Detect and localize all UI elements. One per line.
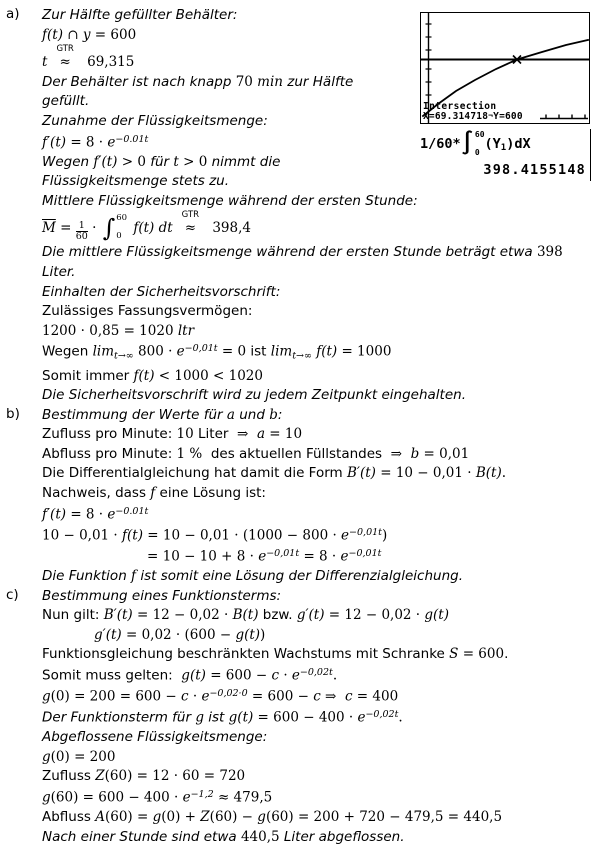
text-segment: B′(t) bbox=[103, 607, 133, 624]
text-segment: g′(t) bbox=[296, 607, 325, 624]
text-segment: e bbox=[182, 789, 191, 806]
text-segment: g bbox=[195, 709, 204, 726]
solution-line bbox=[0, 385, 616, 405]
integral-lower-limit: 0 bbox=[474, 148, 480, 157]
text-segment: ) bbox=[381, 527, 388, 544]
solution-line bbox=[0, 766, 616, 786]
text-segment: e bbox=[291, 667, 300, 684]
text-segment: −0,02t bbox=[365, 709, 399, 721]
text-segment: = 8 · bbox=[66, 506, 108, 523]
text-segment: = 8 · bbox=[66, 134, 108, 151]
text-segment: ist bbox=[203, 709, 229, 726]
solution-line bbox=[0, 282, 616, 302]
solution-line bbox=[0, 191, 616, 211]
text-segment: f(t) bbox=[311, 343, 338, 360]
text-segment: = 10 − 0,01 · (1000 − 800 · bbox=[142, 527, 342, 544]
text-segment: Somit immer bbox=[42, 367, 134, 384]
cursor-mark-icon: ¬ bbox=[488, 111, 494, 120]
solution-line bbox=[0, 664, 616, 685]
text-segment: Die Sicherheitsvorschrift wird zu jedem Zeitpunkt eingehalten. bbox=[42, 387, 466, 404]
text-segment: · bbox=[87, 220, 101, 237]
text-segment: (0) = 200 bbox=[50, 748, 116, 765]
expr-function-subscript: 1 bbox=[500, 143, 507, 153]
solution-line bbox=[0, 321, 616, 341]
text-segment: Abgeflossene Flüssigkeitsmenge: bbox=[42, 729, 268, 746]
text-segment: e bbox=[258, 548, 267, 565]
text-segment: t→∞ bbox=[292, 350, 312, 362]
text-segment: . bbox=[504, 646, 509, 663]
text-segment: e bbox=[341, 527, 350, 544]
text-segment: nimmt die bbox=[207, 153, 281, 170]
text-segment: < 1000 < 1020 bbox=[154, 367, 263, 384]
calculator-screenshot bbox=[420, 12, 591, 181]
text-segment: = 12 − 0,02 · bbox=[324, 607, 425, 624]
text-segment: g(t) bbox=[424, 607, 449, 624]
text-segment: Zufluss bbox=[42, 768, 96, 785]
text-segment: −1,2 bbox=[190, 788, 214, 800]
text-segment: A bbox=[95, 809, 105, 826]
text-segment: = 0,02 · (600 − bbox=[121, 626, 236, 643]
text-segment: g bbox=[42, 748, 51, 765]
solution-line bbox=[0, 807, 616, 827]
solution-line bbox=[0, 827, 616, 846]
solution-line bbox=[0, 586, 616, 606]
solution-line bbox=[0, 340, 616, 365]
solution-line bbox=[0, 685, 616, 706]
text-segment: 1200 · 0,85 = 1020 bbox=[42, 322, 178, 339]
text-segment: (60) = bbox=[104, 809, 153, 826]
text-segment: Zulässiges Fassungsvermögen: bbox=[42, 303, 253, 320]
text-segment: = 400 bbox=[352, 688, 399, 705]
text-segment: ltr bbox=[177, 322, 195, 339]
expr-function: (Y bbox=[484, 136, 501, 152]
text-segment: c bbox=[344, 688, 353, 705]
text-segment: −0,01t bbox=[349, 526, 382, 538]
text-segment: a bbox=[226, 406, 235, 423]
text-segment: B(t) bbox=[232, 607, 259, 624]
text-segment: f(t) dt bbox=[129, 220, 173, 237]
text-segment: = 600 − bbox=[205, 667, 272, 684]
solution-line bbox=[0, 786, 616, 807]
text-segment: ist somit eine Lösung der Differenzialgleichung. bbox=[136, 567, 463, 584]
text-segment: Die Funktion bbox=[42, 567, 132, 584]
text-segment: eine Lösung ist: bbox=[155, 485, 266, 502]
text-segment: lim bbox=[92, 343, 115, 360]
text-segment: = 600 bbox=[458, 646, 505, 663]
text-segment: (60) − bbox=[209, 809, 258, 826]
integral-expression bbox=[420, 130, 586, 162]
text-segment: a bbox=[256, 426, 265, 443]
solution-line bbox=[0, 747, 616, 767]
text-segment: Zur Hälfte gefüllter Behälter: bbox=[42, 7, 238, 23]
text-segment: ≈ 479,5 bbox=[213, 789, 273, 806]
solution-line bbox=[0, 366, 616, 386]
integral-lower-limit: 0 bbox=[116, 231, 122, 242]
integral-upper-limit: 60 bbox=[474, 130, 485, 139]
text-segment: ⇒ bbox=[237, 426, 257, 443]
solution-line bbox=[0, 566, 616, 586]
text-segment: e bbox=[176, 343, 185, 360]
intersection-readout bbox=[423, 111, 523, 122]
part-label: b) bbox=[6, 405, 20, 422]
solution-line bbox=[0, 444, 616, 464]
text-segment: f(t) bbox=[133, 367, 155, 384]
text-segment: −0,01t bbox=[266, 547, 300, 559]
gtr-approx-symbol bbox=[56, 44, 73, 70]
text-segment: g bbox=[42, 688, 51, 705]
text-segment: für bbox=[145, 153, 174, 170]
approx-sign: ≈ bbox=[59, 54, 71, 71]
text-segment: Nun gilt: bbox=[42, 607, 104, 624]
text-segment: e bbox=[201, 688, 210, 705]
solution-line bbox=[0, 210, 616, 242]
text-segment: = 10 bbox=[265, 426, 303, 443]
text-segment: Die mittlere Flüssigkeitsmenge während der ersten Stunde beträgt etwa bbox=[42, 244, 537, 261]
text-segment: ist bbox=[246, 343, 271, 360]
text-segment: 800 · bbox=[133, 343, 177, 360]
text-segment: b bbox=[269, 406, 278, 423]
text-segment: Die Differentialgleichung hat damit die Form bbox=[42, 465, 347, 482]
text-segment: t bbox=[42, 54, 48, 71]
text-segment: e bbox=[107, 506, 116, 523]
text-segment: B(t) bbox=[475, 465, 502, 482]
fraction-numerator: 1 bbox=[76, 221, 88, 232]
text-segment: 398 bbox=[536, 244, 563, 261]
integral-limits bbox=[116, 214, 127, 241]
text-segment: des aktuellen Füllstandes bbox=[206, 445, 391, 462]
text-segment: f′(t) bbox=[93, 153, 118, 170]
text-segment: e bbox=[107, 134, 116, 151]
text-segment: gefüllt. bbox=[42, 93, 90, 110]
y-readout: Y=600 bbox=[493, 111, 523, 122]
text-segment: Wegen bbox=[42, 153, 94, 170]
text-segment: g(t) bbox=[228, 709, 254, 726]
text-segment: Mittlere Flüssigkeitsmenge während der ersten Stunde: bbox=[42, 192, 418, 209]
text-segment: = 600 − 400 · bbox=[253, 709, 358, 726]
text-segment: bzw. bbox=[258, 607, 297, 624]
text-segment: Funktionsgleichung beschränkten Wachstums mit Schranke bbox=[42, 646, 450, 663]
text-segment: (60) = 12 · 60 = 720 bbox=[104, 768, 246, 785]
text-segment: −0,02t bbox=[299, 666, 333, 678]
solution-line bbox=[0, 644, 616, 664]
fraction-denominator: 60 bbox=[75, 231, 88, 243]
solution-line bbox=[0, 706, 616, 727]
text-segment: f′(t) bbox=[42, 506, 67, 523]
text-segment: ∩ bbox=[62, 26, 83, 43]
text-segment: Der Funktionsterm für bbox=[42, 709, 196, 726]
text-segment: Der Behälter ist nach knapp bbox=[42, 73, 236, 90]
solution-line bbox=[0, 503, 616, 524]
calculator-graph-screen bbox=[420, 12, 590, 124]
text-segment: Zufluss pro Minute: bbox=[42, 426, 177, 443]
integral-glyph: ∫ bbox=[102, 213, 116, 242]
text-segment: g(t) bbox=[181, 667, 206, 684]
text-segment: ⇒ bbox=[320, 688, 345, 705]
text-segment: Bestimmung eines Funktionsterms: bbox=[42, 587, 282, 604]
text-segment: ) bbox=[260, 626, 266, 643]
text-segment: Liter abgeflossen. bbox=[279, 828, 405, 845]
solution-line bbox=[0, 545, 616, 566]
gtr-label: GTR bbox=[56, 44, 74, 55]
text-segment: zur Hälfte bbox=[283, 73, 354, 90]
text-segment: = 600 bbox=[90, 26, 137, 43]
text-segment: g bbox=[257, 809, 266, 826]
text-segment: S bbox=[449, 646, 459, 663]
solution-line bbox=[0, 625, 616, 645]
text-segment: Liter. bbox=[42, 264, 76, 281]
approx-sign: ≈ bbox=[184, 220, 196, 237]
text-segment: . bbox=[501, 465, 507, 482]
text-segment: 69,315 bbox=[82, 54, 135, 71]
text-segment: e bbox=[340, 548, 349, 565]
text-segment: f(t) bbox=[122, 527, 143, 544]
solution-line bbox=[0, 405, 616, 425]
text-segment: f′(t) bbox=[42, 134, 67, 151]
text-segment: = 0 bbox=[217, 343, 247, 360]
fraction bbox=[76, 221, 88, 242]
text-segment: −0,02·0 bbox=[209, 688, 248, 699]
text-segment: f bbox=[131, 567, 137, 584]
gtr-label: GTR bbox=[181, 210, 200, 221]
solution-line bbox=[0, 463, 616, 483]
text-segment: y bbox=[82, 26, 91, 43]
solution-line bbox=[0, 242, 616, 262]
text-segment: c bbox=[271, 667, 280, 684]
text-segment: (60) = 600 − 400 · bbox=[50, 789, 183, 806]
text-segment: e bbox=[357, 709, 366, 726]
text-segment: = 0,01 bbox=[419, 445, 470, 462]
text-segment: Nach einer Stunde sind etwa bbox=[42, 828, 241, 845]
solution-line bbox=[0, 524, 616, 545]
text-segment: Z bbox=[200, 809, 210, 826]
text-segment: g(t) bbox=[235, 626, 261, 643]
solution-line bbox=[0, 727, 616, 747]
intersection-label: Intersection bbox=[423, 101, 497, 112]
solution-line bbox=[0, 483, 616, 503]
text-segment: > 0 bbox=[178, 153, 208, 170]
text-segment: Flüssigkeitsmenge stets zu. bbox=[42, 173, 230, 190]
text-segment: = 10 − 10 + 8 · bbox=[147, 548, 259, 565]
part-label: a) bbox=[6, 6, 20, 22]
expr-prefix: 1/60* bbox=[420, 136, 461, 152]
text-segment: · bbox=[279, 667, 292, 684]
text-segment: 398,4 bbox=[208, 220, 251, 237]
text-segment: 10 − 0,01 · bbox=[42, 527, 123, 544]
text-segment: f(t) bbox=[42, 26, 63, 43]
text-segment: Zunahme der Flüssigkeitsmenge: bbox=[42, 112, 268, 129]
text-segment: > 0 bbox=[117, 153, 146, 170]
integral-sign bbox=[461, 131, 485, 157]
text-segment: und bbox=[234, 406, 270, 423]
text-segment: Nachweis, dass bbox=[42, 485, 151, 502]
text-segment: g bbox=[152, 809, 162, 826]
text-segment: Einhalten der Sicherheitsvorschrift: bbox=[42, 283, 281, 300]
text-segment: c bbox=[313, 688, 321, 705]
text-segment: −0,01t bbox=[184, 343, 218, 355]
text-segment: : bbox=[277, 406, 283, 423]
solution-line bbox=[0, 262, 616, 282]
text-segment: = 1000 bbox=[337, 343, 392, 360]
text-segment: t bbox=[173, 153, 179, 170]
text-segment: −0.01t bbox=[115, 505, 149, 517]
text-segment: = 10 − 0,01 · bbox=[375, 465, 476, 482]
text-segment: −0.01t bbox=[115, 133, 149, 145]
solution-line bbox=[0, 605, 616, 625]
integral-upper-limit: 60 bbox=[116, 213, 128, 224]
integral-glyph: ∫ bbox=[460, 131, 474, 156]
text-segment: Wegen bbox=[42, 343, 93, 360]
text-segment: c bbox=[181, 688, 189, 705]
text-segment: 10 bbox=[176, 426, 194, 443]
text-segment: Liter bbox=[193, 426, 238, 443]
integral bbox=[103, 214, 127, 241]
text-segment: = 600 − bbox=[247, 688, 314, 705]
text-segment: Bestimmung der Werte für bbox=[42, 406, 227, 423]
text-segment: B′(t) bbox=[346, 465, 376, 482]
text-segment: −0,01t bbox=[348, 547, 382, 559]
text-segment: Abfluss pro Minute: bbox=[42, 445, 177, 462]
text-segment: . bbox=[332, 667, 338, 684]
text-segment: (0) + bbox=[161, 809, 201, 826]
text-segment: (0) = 200 = 600 − bbox=[50, 688, 181, 705]
text-segment: (60) = 200 + 720 − 479,5 = 440,5 bbox=[265, 809, 503, 826]
text-segment: · bbox=[188, 688, 202, 705]
text-segment: = 8 · bbox=[299, 548, 341, 565]
expr-close: )dX bbox=[506, 136, 531, 152]
text-segment: Z bbox=[95, 768, 105, 785]
text-segment: 440,5 bbox=[240, 828, 280, 845]
text-segment: b bbox=[410, 445, 420, 462]
text-segment: min bbox=[257, 73, 283, 90]
text-segment: g bbox=[42, 789, 51, 806]
text-segment: . bbox=[398, 709, 403, 726]
solution-line bbox=[0, 424, 616, 444]
text-segment: t→∞ bbox=[114, 350, 134, 362]
x-readout: X=69.314718 bbox=[423, 111, 489, 122]
text-segment: 1 % bbox=[176, 445, 207, 462]
solution-line bbox=[0, 301, 616, 321]
text-segment: $\overline{M}$ bbox=[42, 220, 56, 237]
text-segment: g′(t) bbox=[94, 626, 122, 643]
text-segment: 70 bbox=[235, 73, 258, 90]
gtr-approx-symbol bbox=[182, 210, 199, 236]
integral-result: 398.4155148 bbox=[483, 162, 586, 178]
text-segment: Abfluss bbox=[42, 809, 96, 826]
text-segment: ⇒ bbox=[390, 445, 411, 462]
text-segment: = 12 − 0,02 · bbox=[132, 607, 233, 624]
text-segment: = bbox=[55, 220, 76, 237]
text-segment: lim bbox=[270, 343, 293, 360]
text-segment: f bbox=[150, 485, 156, 502]
part-label: c) bbox=[6, 586, 19, 603]
text-segment: Somit muss gelten: bbox=[42, 667, 182, 684]
calculator-home-screen bbox=[420, 129, 591, 181]
